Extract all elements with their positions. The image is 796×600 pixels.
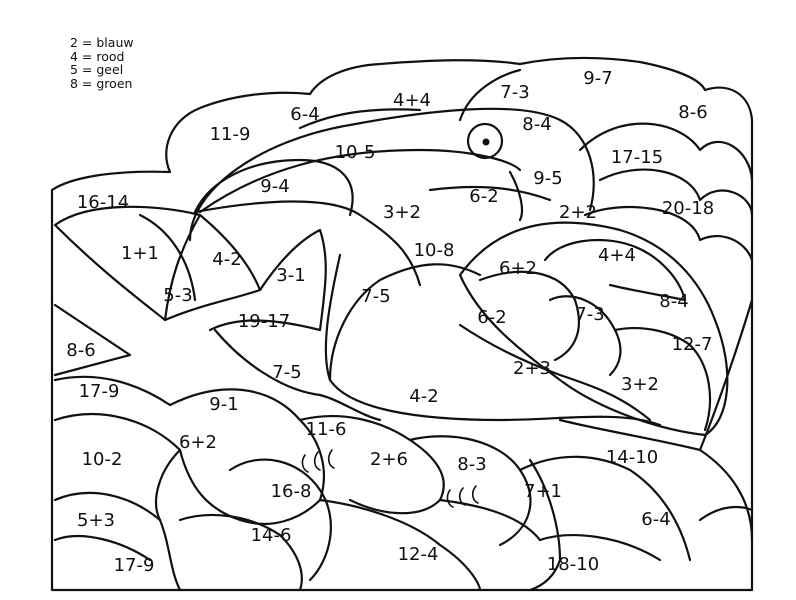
cell-label: 17-9 — [78, 381, 120, 402]
cell-label: 10-5 — [334, 142, 376, 163]
cell-labels — [66, 68, 714, 576]
eye-icon — [483, 139, 490, 146]
cell-label: 5+3 — [77, 510, 115, 531]
cell-label: 8-3 — [457, 454, 487, 475]
cell-label: 19-17 — [237, 311, 291, 332]
cell-label: 18-10 — [546, 554, 600, 575]
cell-label: 6-2 — [469, 186, 499, 207]
cell-label: 8-4 — [522, 114, 552, 135]
cell-label: 7-3 — [575, 304, 605, 325]
cell-label: 6-4 — [290, 104, 320, 125]
cell-label: 11-6 — [305, 419, 347, 440]
legend-entry: 2 = blauw — [70, 35, 134, 50]
claw-marks — [447, 486, 478, 507]
legend-entry: 5 = geel — [70, 62, 124, 77]
cell-label: 3+2 — [383, 202, 421, 223]
cell-label: 14-10 — [605, 447, 659, 468]
cell-label: 5-3 — [163, 285, 193, 306]
cell-label: 1+1 — [121, 243, 159, 264]
cell-label: 4-2 — [212, 249, 242, 270]
cell-label: 6-4 — [641, 509, 671, 530]
cell-label: 12-7 — [671, 334, 713, 355]
cell-label: 14-6 — [250, 525, 292, 546]
toe-marks — [302, 450, 334, 472]
parrot-body — [326, 255, 660, 425]
cell-label: 20-18 — [661, 198, 715, 219]
cell-label: 11-9 — [209, 124, 251, 145]
cell-label: 7+1 — [524, 481, 562, 502]
bottom-inner-curve — [700, 507, 752, 520]
cell-label: 12-4 — [397, 544, 439, 565]
foot-area — [170, 389, 324, 524]
cell-label: 8-6 — [678, 102, 708, 123]
parrot-wing-feather-5 — [460, 325, 650, 420]
cell-label: 2+6 — [370, 449, 408, 470]
cell-label: 4+4 — [598, 245, 636, 266]
cell-label: 6+2 — [179, 432, 217, 453]
cell-label: 17-15 — [610, 147, 664, 168]
right-tail-area — [560, 300, 752, 540]
cell-label: 2+2 — [559, 202, 597, 223]
parrot-wing-outer — [460, 223, 727, 435]
cell-label: 4+4 — [393, 90, 431, 111]
cell-label: 9-1 — [209, 394, 239, 415]
cell-label: 9-7 — [583, 68, 613, 89]
branch-shape-2 — [410, 436, 530, 545]
cell-label: 8-6 — [66, 340, 96, 361]
cell-label: 9-4 — [260, 176, 290, 197]
cell-label: 7-3 — [500, 82, 530, 103]
legend-entry: 8 = groen — [70, 75, 133, 91]
cell-label: 7-5 — [272, 362, 302, 383]
cell-label: 9-5 — [533, 168, 563, 189]
parrot-chest-line — [330, 264, 480, 380]
cell-label: 10-8 — [413, 240, 455, 261]
cell-label: 17-9 — [113, 555, 155, 576]
cell-label: 4-2 — [409, 386, 439, 407]
cell-label: 2+3 — [513, 358, 551, 379]
legend-entry: 4 = rood — [70, 48, 125, 64]
cell-label: 8-4 — [659, 291, 689, 312]
cell-label: 10-2 — [81, 449, 123, 470]
cell-label: 6+2 — [499, 258, 537, 279]
cell-label: 7-5 — [361, 286, 391, 307]
cell-label: 16-8 — [270, 481, 312, 502]
cell-label: 3+2 — [621, 374, 659, 395]
cell-label: 6-2 — [477, 307, 507, 328]
parrot-beak-split — [140, 215, 260, 320]
cell-label: 3-1 — [276, 265, 306, 286]
cell-label: 16-14 — [76, 192, 130, 213]
